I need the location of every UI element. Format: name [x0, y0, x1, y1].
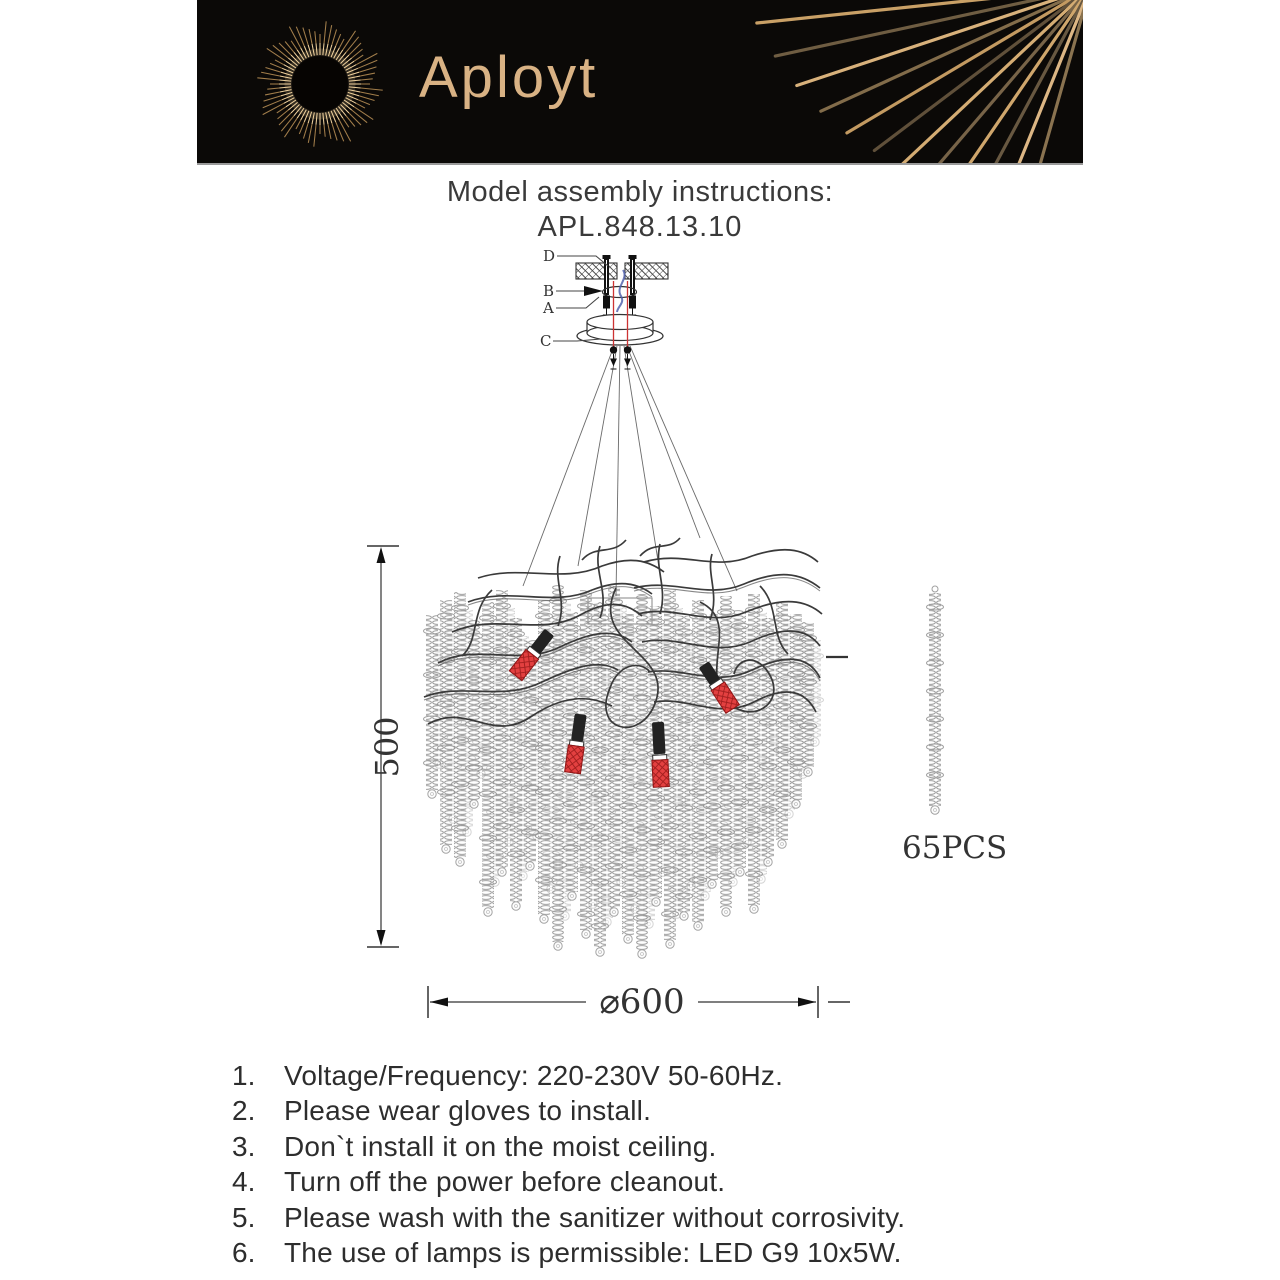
instruction-item — [232, 1164, 1092, 1199]
strand-count-label: 65PCS — [902, 830, 1008, 866]
page-title: Model assembly instructions: — [446, 176, 834, 208]
title-block — [0, 175, 1280, 245]
corner-rays-icon — [757, 0, 1083, 163]
instruction-text: Turn off the power before cleanout. — [284, 1166, 726, 1198]
instruction-item — [232, 1235, 1092, 1270]
instruction-item — [232, 1129, 1092, 1164]
instructions-list — [232, 1058, 1092, 1270]
instruction-number: 4. — [232, 1166, 256, 1198]
power-wire-blue — [617, 270, 625, 312]
dimension-height — [367, 546, 406, 947]
instruction-text: Don`t install it on the moist ceiling. — [284, 1130, 717, 1162]
instruction-text: The use of lamps is permissible: LED G9 10x5W. — [284, 1237, 902, 1269]
instruction-text: Please wear gloves to install. — [284, 1095, 652, 1127]
brand-banner — [197, 0, 1083, 165]
instruction-item — [232, 1200, 1092, 1235]
part-label-c: C — [540, 332, 552, 350]
canopy-screws — [610, 347, 630, 369]
part-label-b: B — [543, 282, 555, 300]
suspension-wires — [523, 346, 737, 596]
model-number: APL.848.13.10 — [537, 211, 743, 243]
dimension-diameter — [428, 982, 850, 1022]
instruction-number: 2. — [232, 1095, 256, 1127]
instruction-item — [232, 1093, 1092, 1128]
ceiling-mount — [540, 247, 668, 369]
instruction-number: 5. — [232, 1201, 256, 1233]
part-label-d: D — [543, 247, 556, 265]
assembly-diagram — [0, 240, 1280, 1040]
brand-name: Aployt — [419, 45, 599, 110]
instruction-number: 1. — [232, 1060, 256, 1091]
crystal-strands — [424, 585, 824, 958]
single-strand-sample — [927, 586, 944, 814]
banner-decoration — [197, 0, 1083, 163]
instruction-number: 3. — [232, 1130, 256, 1162]
label-b-arrowhead — [584, 286, 603, 296]
ceiling-bar-left — [576, 263, 617, 279]
dimension-height-value: 500 — [368, 716, 406, 778]
starburst-logo-icon — [257, 21, 382, 146]
instruction-item — [232, 1058, 1092, 1093]
instruction-number: 6. — [232, 1237, 256, 1269]
instruction-text: Voltage/Frequency: 220-230V 50-60Hz. — [284, 1060, 784, 1091]
dimension-diameter-value: ⌀600 — [599, 982, 685, 1022]
instruction-text: Please wash with the sanitizer without corrosivity. — [284, 1201, 906, 1233]
part-label-a: A — [543, 299, 554, 317]
